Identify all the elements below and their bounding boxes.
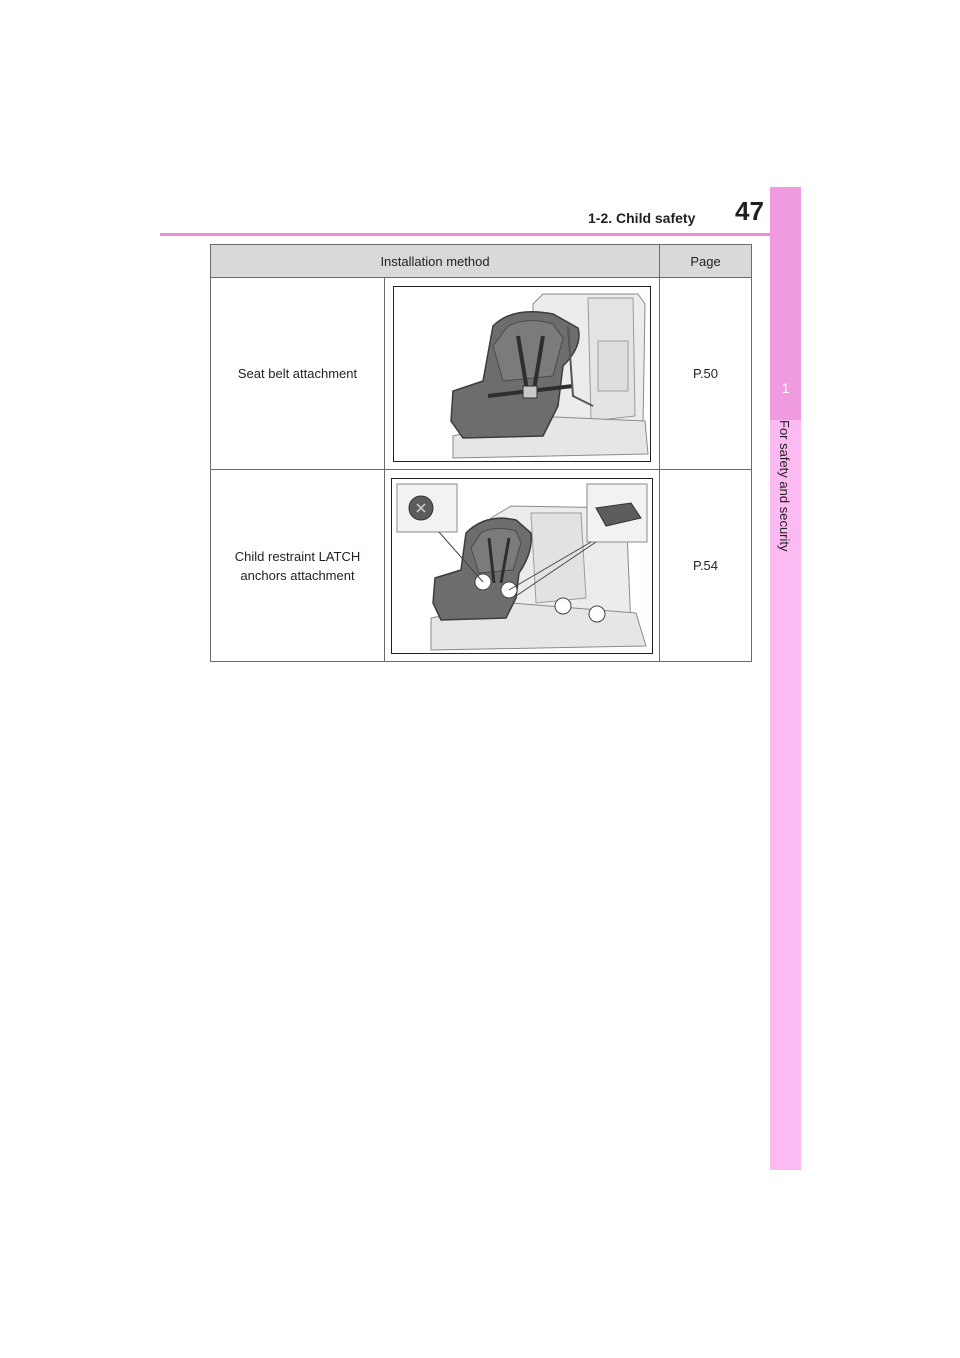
method-cell: Seat belt attachment [211,278,385,470]
child-seat-seat-belt-illustration [393,286,651,462]
chapter-title: For safety and security [777,420,792,552]
chapter-number: 1 [781,380,790,396]
table-header-row [211,245,752,278]
illustration-cell [385,470,660,662]
illustration-cell [385,278,660,470]
header-rule [160,233,770,236]
method-cell: Child restraint LATCH anchors attachment [211,470,385,662]
header-page: Page [660,245,752,278]
page-cell: P.54 [660,470,752,662]
chapter-label-wrap [770,420,801,720]
chapter-number-tab [770,187,801,420]
section-title: 1-2. Child safety [588,210,696,226]
table-row [211,470,752,662]
table-row [211,278,752,470]
child-seat-latch-anchors-illustration [391,478,653,654]
page-cell: P.50 [660,278,752,470]
header-installation-method: Installation method [211,245,660,278]
installation-table [210,244,752,662]
page-number: 47 [735,196,764,226]
